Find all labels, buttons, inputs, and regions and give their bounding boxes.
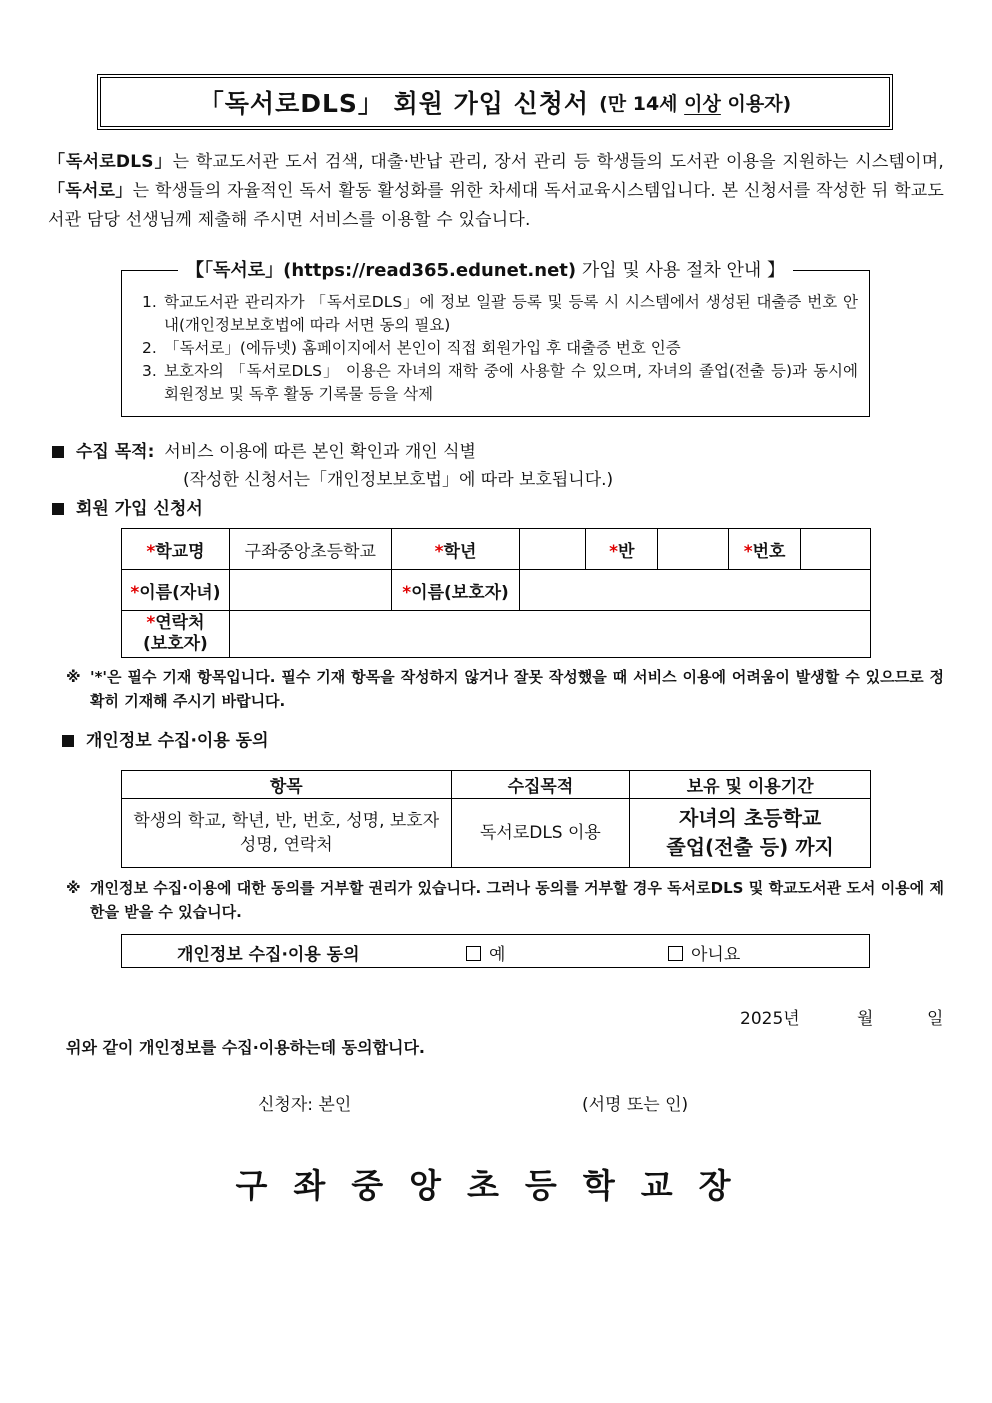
header-purpose: 수집목적 bbox=[451, 771, 630, 799]
child-name-field[interactable] bbox=[229, 570, 391, 611]
school-field[interactable]: 구좌중앙초등학교 bbox=[229, 529, 391, 570]
purpose-heading: 수집 목적: 서비스 이용에 따른 본인 확인과 개인 식별 bbox=[52, 437, 476, 462]
signature-label: (서명 또는 인) bbox=[582, 1095, 689, 1115]
school-label: *학교명 bbox=[122, 529, 230, 570]
table-row bbox=[122, 570, 871, 611]
grade-label: *학년 bbox=[391, 529, 520, 570]
guide-title: 【「독서로」(https://read365.edunet.net) 가입 및 사용 절차 안내 】 bbox=[178, 256, 793, 282]
number-label: *번호 bbox=[729, 529, 801, 570]
intro-paragraph: 「독서로DLS」는 학교도서관 도서 검색, 대출·반납 관리, 장서 관리 등 학생들의 도서관 이용을 지원하는 시스템이며, 「독서로」는 학생들의 자율적인 독서 활동 활성화를 위한 차세대 독서교육시스템입니다. 본 신청서를 작성한 뒤 학교도서관 담당 선생님께 제출해 주시면 서비스를 이용할 수 있습니다. bbox=[48, 152, 944, 230]
date-month: 월 bbox=[857, 1009, 874, 1029]
date-day: 일 bbox=[927, 1009, 944, 1029]
guide-item: 3. 보호자의 「독서로DLS」 이용은 자녀의 재학 중에 사용할 수 있으며, 자녀의 졸업(전출 등)과 동시에 회원정보 및 독후 활동 기록물 등을 삭제 bbox=[142, 362, 858, 403]
guide-item: 2. 「독서로」(에듀넷) 홈페이지에서 본인이 직접 회원가입 후 대출증 번호 인증 bbox=[142, 339, 681, 357]
header-period: 보유 및 이용기간 bbox=[630, 771, 871, 799]
checkbox-yes[interactable] bbox=[466, 946, 481, 961]
application-heading: 회원 가입 신청서 bbox=[52, 494, 203, 519]
square-bullet-icon bbox=[52, 446, 64, 458]
privacy-table bbox=[121, 770, 871, 868]
guardian-name-field[interactable] bbox=[520, 570, 871, 611]
table-row bbox=[122, 529, 871, 570]
form-title: 「독서로DLS」 회원 가입 신청서 bbox=[198, 89, 590, 118]
agree-text: 위와 같이 개인정보를 수집·이용하는데 동의합니다. bbox=[66, 1038, 426, 1057]
grade-field[interactable] bbox=[520, 529, 586, 570]
table-row bbox=[122, 611, 871, 658]
table-row bbox=[122, 771, 871, 799]
header-item: 항목 bbox=[122, 771, 452, 799]
date-year: 2025년 bbox=[740, 1009, 800, 1029]
guardian-name-label: *이름(보호자) bbox=[391, 570, 520, 611]
purpose-cell: 독서로DLS 이용 bbox=[451, 799, 630, 868]
child-name-label: *이름(자녀) bbox=[122, 570, 230, 611]
class-field[interactable] bbox=[658, 529, 729, 570]
table-row bbox=[122, 799, 871, 868]
checkbox-no[interactable] bbox=[668, 946, 683, 961]
applicant-label: 신청자: 본인 bbox=[258, 1095, 352, 1115]
required-note: ※ '*'은 필수 기재 항목입니다. 필수 기재 항목을 작성하지 않거나 잘못 작성했을 때 서비스 이용에 어려움이 발생할 수 있으므로 정확히 기재해 주시기 바랍니다. bbox=[66, 668, 944, 710]
privacy-note: ※ 개인정보 수집·이용에 대한 동의를 거부할 권리가 있습니다. 그러나 동의를 거부할 경우 독서로DLS 및 학교도서관 도서 이용에 제한을 받을 수 있습니다. bbox=[66, 879, 944, 921]
consent-yes-option[interactable]: 예 bbox=[466, 940, 505, 965]
form-title-box bbox=[97, 74, 893, 130]
guide-list bbox=[142, 291, 858, 406]
school-principal: 구좌중앙초등학교장 bbox=[235, 1166, 757, 1205]
period-cell: 자녀의 초등학교 졸업(전출 등) 까지 bbox=[630, 799, 871, 868]
contact-label: *연락처 (보호자) bbox=[122, 611, 230, 658]
square-bullet-icon bbox=[52, 503, 64, 515]
purpose-text: 서비스 이용에 따른 본인 확인과 개인 식별 bbox=[164, 442, 476, 462]
form-subtitle: (만 14세 이상 이용자) bbox=[599, 92, 792, 115]
number-field[interactable] bbox=[801, 529, 871, 570]
square-bullet-icon bbox=[62, 735, 74, 747]
contact-field[interactable] bbox=[229, 611, 870, 658]
application-table bbox=[121, 528, 871, 658]
consent-label: 개인정보 수집·이용 동의 bbox=[177, 945, 360, 965]
purpose-note: (작성한 신청서는「개인정보보호법」에 따라 보호됩니다.) bbox=[183, 470, 614, 490]
class-label: *반 bbox=[586, 529, 658, 570]
privacy-heading: 개인정보 수집·이용 동의 bbox=[62, 726, 269, 751]
consent-no-option[interactable]: 아니요 bbox=[668, 940, 740, 965]
item-cell: 학생의 학교, 학년, 반, 번호, 성명, 보호자 성명, 연락처 bbox=[122, 799, 452, 868]
guide-item: 1. 학교도서관 관리자가 「독서로DLS」에 정보 일괄 등록 및 등록 시 시스템에서 생성된 대출증 번호 안내(개인정보보호법에 따라 서면 동의 필요) bbox=[142, 293, 858, 334]
